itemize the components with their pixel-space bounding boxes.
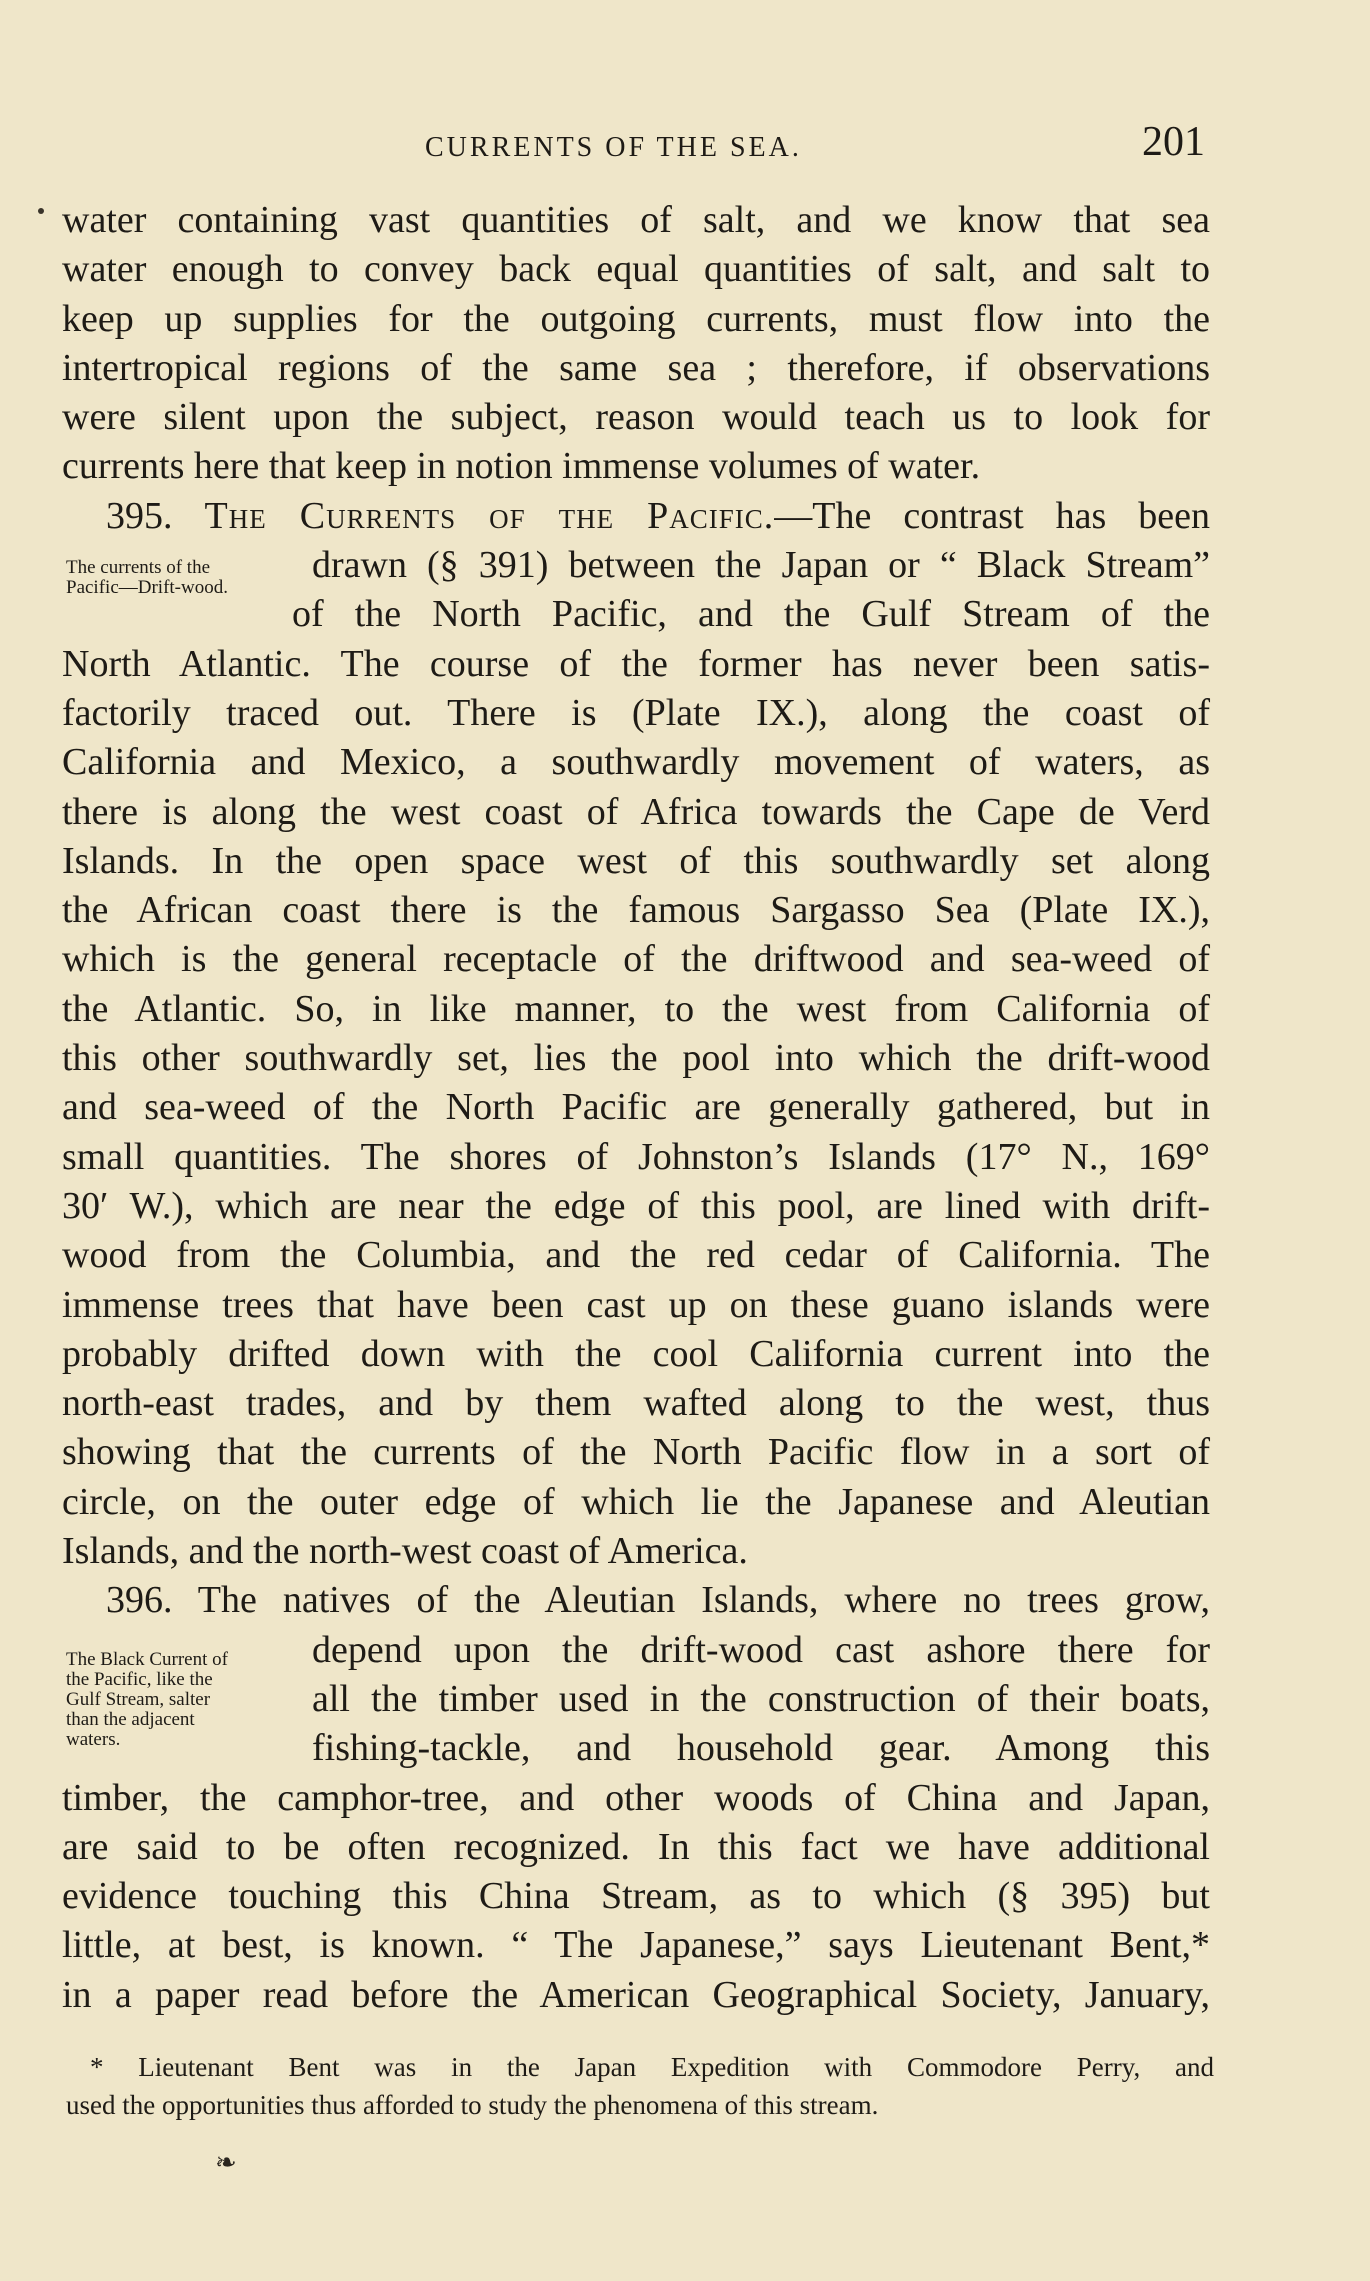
text-line: immense trees that have been cast up on these guano islands were: [62, 1283, 1210, 1326]
text-line: 30′ W.), which are near the edge of this pool, are lined with drift-: [62, 1184, 1210, 1227]
ink-speck: [38, 208, 44, 214]
footnote-line: used the opportunities thus afforded to study the phenomena of this stream.: [66, 2090, 879, 2120]
text-line: probably drifted down with the cool California current into the: [62, 1332, 1210, 1375]
sidenote-pacific-currents: [66, 558, 306, 598]
text-line: were silent upon the subject, reason would teach us to look for: [62, 396, 1210, 439]
sidenote-line: The Black Current of: [66, 1649, 228, 1670]
text-line: fishing-tackle, and household gear. Among this: [312, 1727, 1210, 1770]
text-line: the African coast there is the famous Sargasso Sea (Plate IX.),: [62, 889, 1210, 932]
text-line: water containing vast quantities of salt, and we know that sea: [62, 199, 1210, 241]
text-line: drawn (§ 391) between the Japan or “ Black Stream”: [312, 544, 1210, 587]
sidenote-black-current: [66, 1650, 306, 1750]
sidenote-line: The currents of the: [66, 557, 211, 578]
text-line: of the North Pacific, and the Gulf Stream of the: [292, 593, 1210, 636]
sidenote-line: Gulf Stream, salter: [66, 1689, 211, 1710]
text-line: all the timber used in the construction of their boats,: [312, 1677, 1210, 1720]
text-line: North Atlantic. The course of the former has never been satis-: [62, 642, 1210, 685]
text-line: timber, the camphor-tree, and other woods of China and Japan,: [62, 1776, 1210, 1819]
text-line: depend upon the drift-wood cast ashore there for: [312, 1628, 1210, 1671]
text-line: which is the general receptacle of the driftwood and sea-weed of: [62, 938, 1210, 981]
text-line: wood from the Columbia, and the red cedar of California. The: [62, 1234, 1210, 1277]
footnote-line: * Lieutenant Bent was in the Japan Expedition with Commodore Perry, and: [90, 2052, 1214, 2082]
text-line: California and Mexico, a southwardly movement of waters, as: [62, 741, 1210, 784]
text-line: there is along the west coast of Africa towards the Cape de Verd: [62, 790, 1210, 833]
text-line: Islands, and the north-west coast of America.: [62, 1530, 748, 1573]
text-line: in a paper read before the American Geographical Society, January,: [62, 1973, 1210, 2016]
paragraph-number: 395.: [106, 494, 173, 537]
running-header: [0, 112, 1370, 172]
text-line: factorily traced out. There is (Plate IX.), along the coast of: [62, 691, 1210, 734]
text-line: water enough to convey back equal quantities of salt, and salt to: [62, 248, 1210, 291]
text-line: this other southwardly set, lies the pool into which the drift-wood: [62, 1037, 1210, 1080]
text-line: little, at best, is known. “ The Japanese,” says Lieutenant Bent,*: [62, 1924, 1210, 1967]
printer-ornament: ❧: [215, 2148, 237, 2177]
text-line: small quantities. The shores of Johnston’s Islands (17° N., 169°: [62, 1135, 1210, 1178]
paragraph-395-heading-line: [62, 492, 1210, 541]
text-line: currents here that keep in notion immense volumes of water.: [62, 445, 981, 488]
text-line: 396. The natives of the Aleutian Islands, where no trees grow,: [106, 1579, 1210, 1622]
page-number: 201: [1142, 119, 1205, 165]
text-line: north-east trades, and by them wafted along to the west, thus: [62, 1382, 1210, 1425]
text-line: and sea-weed of the North Pacific are generally gathered, but in: [62, 1086, 1210, 1129]
text-line: the Atlantic. So, in like manner, to the west from California of: [62, 987, 1210, 1030]
text-line: showing that the currents of the North Pacific flow in a sort of: [62, 1431, 1210, 1474]
text-line: keep up supplies for the outgoing currents, must flow into the: [62, 297, 1210, 340]
sidenote-line: the Pacific, like the: [66, 1669, 213, 1690]
text-line: circle, on the outer edge of which lie the Japanese and Aleutian: [62, 1480, 1210, 1523]
text-line: Islands. In the open space west of this southwardly set along: [62, 839, 1210, 882]
sidenote-line: than the adjacent: [66, 1709, 195, 1730]
text-line: are said to be often recognized. In this fact we have additional: [62, 1825, 1210, 1868]
text-line: evidence touching this China Stream, as to which (§ 395) but: [62, 1875, 1210, 1918]
footnote: [66, 2048, 1214, 2124]
sidenote-line: waters.: [66, 1729, 121, 1750]
running-title: CURRENTS OF THE SEA.: [425, 132, 802, 163]
sidenote-line: Pacific—Drift-wood.: [66, 577, 228, 598]
heading-lead-text: —The contrast has been: [774, 494, 1211, 537]
section-heading: The Currents of the Pacific.: [204, 494, 775, 537]
text-line: intertropical regions of the same sea ; therefore, if observations: [62, 346, 1210, 389]
